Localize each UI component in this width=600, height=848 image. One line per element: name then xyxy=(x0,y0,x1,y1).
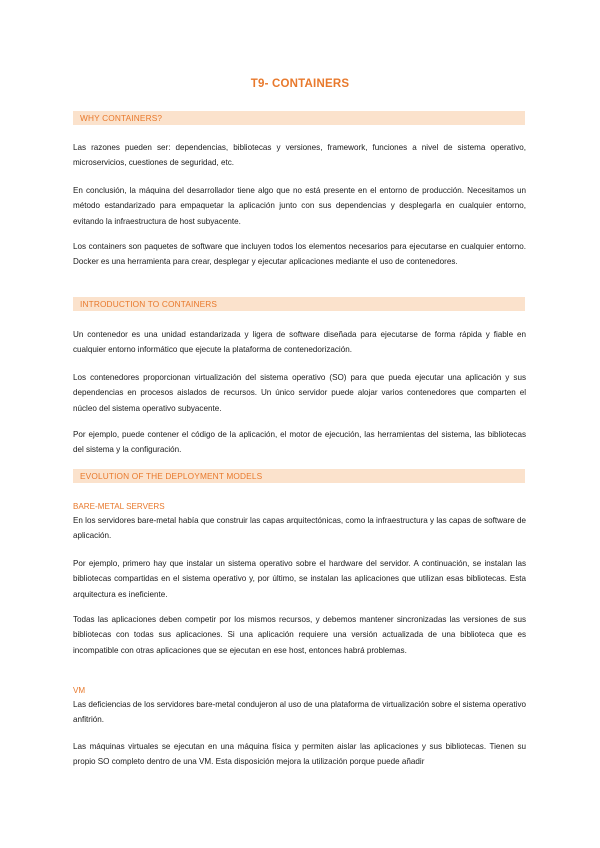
subheading-bare-metal: BARE-METAL SERVERS xyxy=(73,502,165,511)
paragraph: Un contenedor es una unidad estandarizada y ligera de software diseñada para ejecutarse de forma rápida y fiable en cualquier entorno informático que ejecute la plataforma de contenedorización. xyxy=(73,330,526,355)
paragraph: Por ejemplo, puede contener el código de la aplicación, el motor de ejecución, las herramientas del sistema, las bibliotecas del sistema y la configuración. xyxy=(73,430,526,455)
paragraph: Los contenedores proporcionan virtualización del sistema operativo (SO) para que pueda ejecutar una aplicación y sus dependencias en procesos aislados de recursos. Un único servidor puede alojar varios contenedores que comparten el núcleo del sistema operativo subyacente. xyxy=(73,373,526,413)
paragraph: Por ejemplo, primero hay que instalar un sistema operativo sobre el hardware del servidor. A continuación, se instalan las bibliotecas compartidas en el sistema operativo y, por último, se instalan las aplicaciones que utilizan esas bibliotecas. Esta arquitectura es ineficiente. xyxy=(73,559,526,599)
paragraph: En conclusión, la máquina del desarrollador tiene algo que no está presente en el entorno de producción. Necesitamos un método estandarizado para empaquetar la aplicación junto con sus dependencias y desplegarla en cualquier entorno, evitando la infraestructura de host subyacente. xyxy=(73,186,526,226)
paragraph: Las máquinas virtuales se ejecutan en una máquina física y permiten aislar las aplicaciones y sus bibliotecas. Tienen su propio SO completo dentro de una VM. Esta disposición mejora la utilización porque puede añadir xyxy=(73,742,526,767)
subheading-vm: VM xyxy=(73,686,86,695)
paragraph: Todas las aplicaciones deben competir por los mismos recursos, y debemos mantener sincronizadas las versiones de sus bibliotecas con todas sus aplicaciones. Si una aplicación requiere una versión actualizada de una biblioteca que es incompatible con otras aplicaciones que se ejecutan en ese host, entonces habrá problemas. xyxy=(73,615,526,655)
paragraph: Las deficiencias de los servidores bare-metal condujeron al uso de una plataforma de virtualización sobre el sistema operativo anfitrión. xyxy=(73,700,526,725)
section-heading-introduction: INTRODUCTION TO CONTAINERS xyxy=(73,297,525,311)
paragraph: Los containers son paquetes de software que incluyen todos los elementos necesarios para ejecutarse en cualquier entorno. Docker es una herramienta para crear, desplegar y ejecutar aplicaciones mediante el uso de contenedores. xyxy=(73,242,526,267)
page-title: T9- CONTAINERS xyxy=(250,78,350,90)
section-heading-why-containers: WHY CONTAINERS? xyxy=(73,111,525,125)
section-heading-evolution: EVOLUTION OF THE DEPLOYMENT MODELS xyxy=(73,469,525,483)
paragraph: Las razones pueden ser: dependencias, bibliotecas y versiones, framework, funciones a nivel de sistema operativo, microservicios, cuestiones de seguridad, etc. xyxy=(73,143,526,168)
paragraph: En los servidores bare-metal había que construir las capas arquitectónicas, como la infraestructura y las capas de software de aplicación. xyxy=(73,516,526,541)
